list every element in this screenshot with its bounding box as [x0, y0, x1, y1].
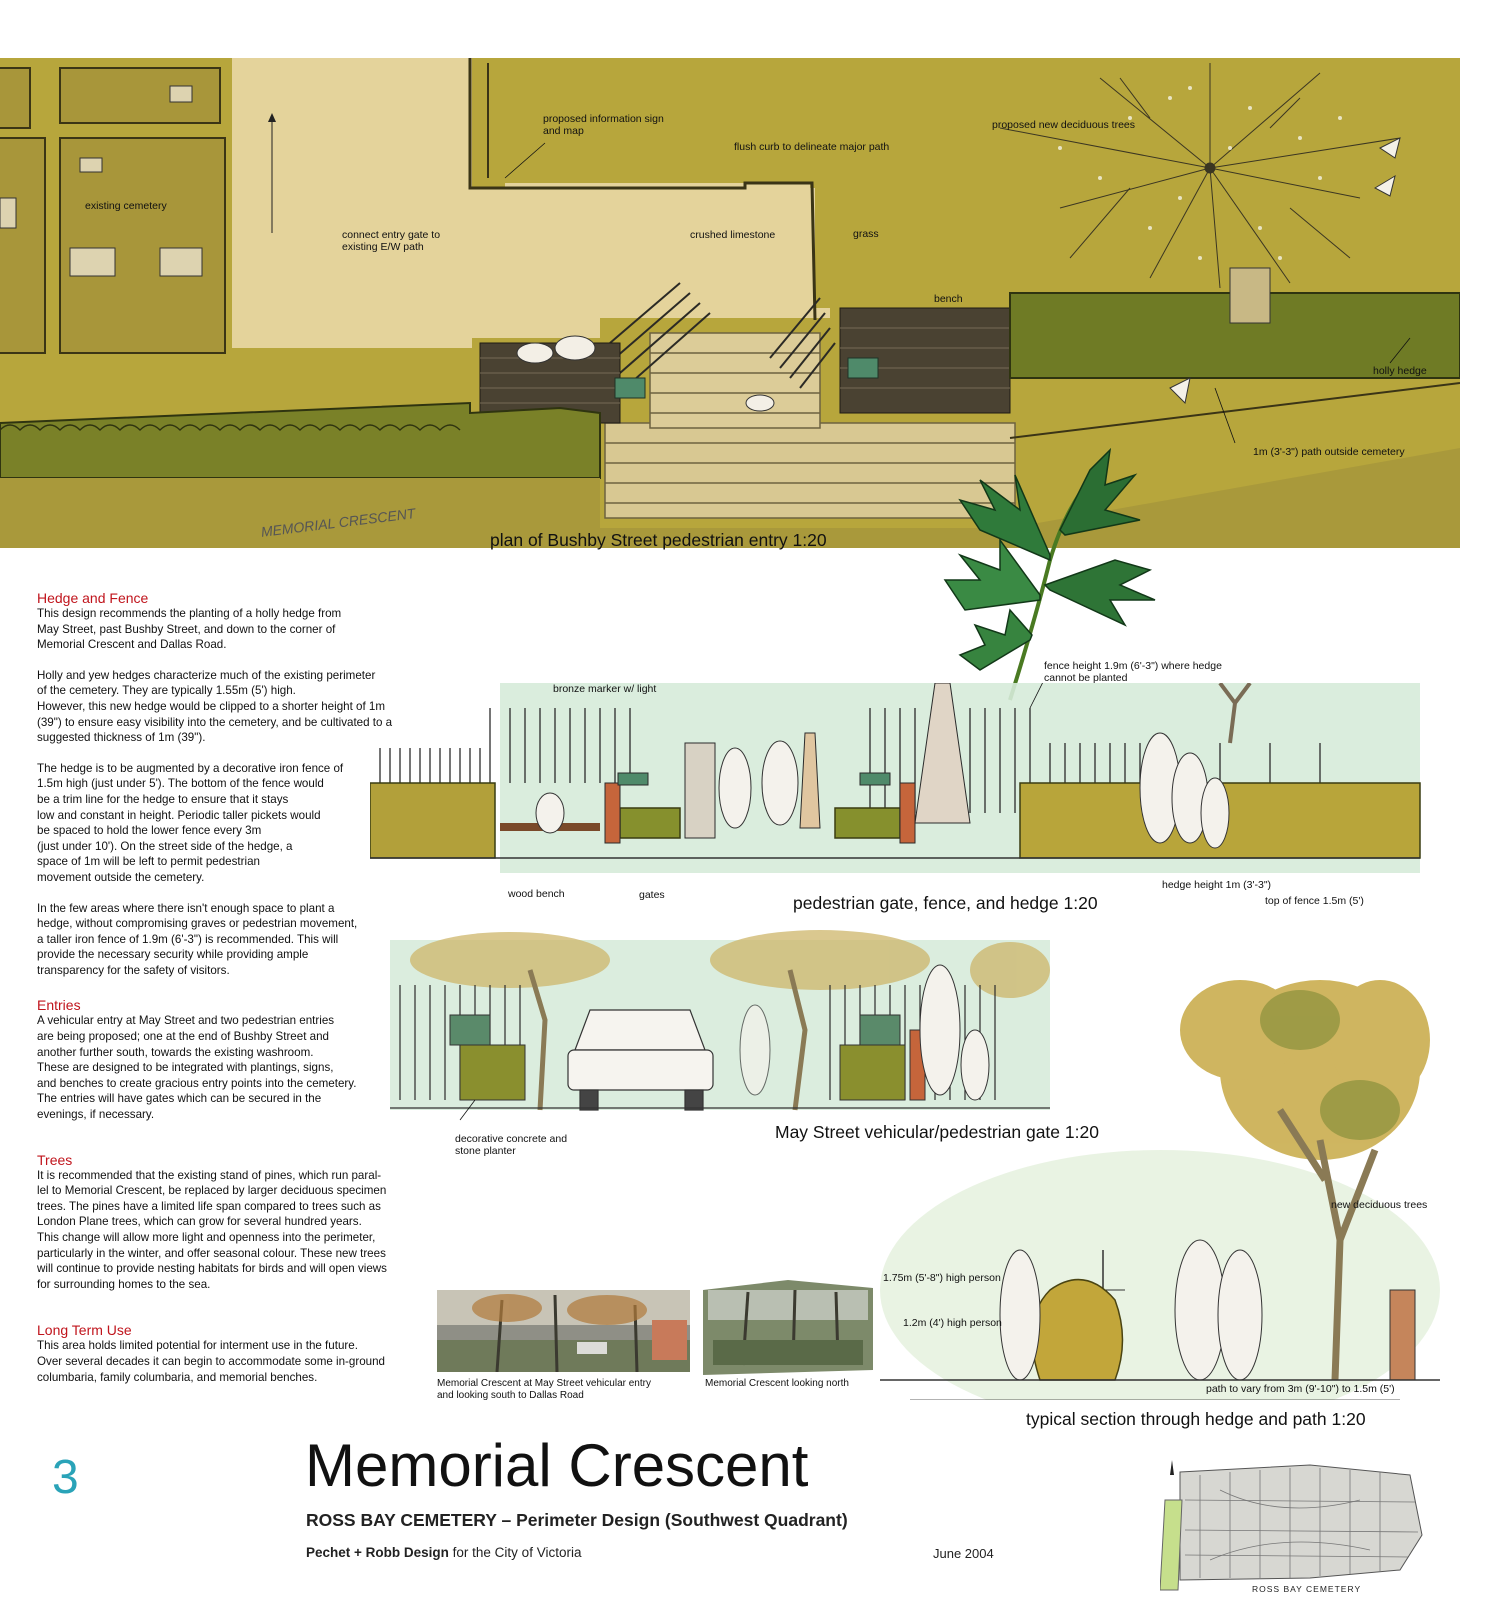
paragraph: Holly and yew hedges characterize much of the existing perimeter of the cemetery. They are typically 1.55m (5') high. However, this new hedge would be clipped to a shorter height of 1m (39") to ensure easy visibility into the cemetery, and be cultivated to a suggested thickness of 1m (39"). [37, 668, 393, 745]
elevation1-caption: pedestrian gate, fence, and hedge 1:20 [793, 893, 1098, 913]
label-grass: grass [853, 228, 879, 240]
gate-fence-hedge-elevation [370, 683, 1430, 883]
photo1-caption: Memorial Crescent at May Street vehicular entry and looking south to Dallas Road [437, 1378, 651, 1401]
section-caption: typical section through hedge and path 1:20 [1026, 1409, 1366, 1429]
label-holly-hedge: holly hedge [1373, 365, 1427, 377]
sheet-number: 3 [52, 1451, 79, 1504]
page-title: Memorial Crescent [305, 1432, 809, 1499]
heading-trees: Trees [37, 1151, 73, 1168]
label-bench: bench [934, 293, 963, 305]
label-person-12: 1.2m (4') high person [903, 1317, 1002, 1329]
paragraph: The hedge is to be augmented by a decorative iron fence of 1.5m high (just under 5'). The bottom of the fence would be a trim line for the hedge to ensure that it stays low and constant in height. Periodic taller pickets would be spaced to hold the lower fence every 3m (just under 10'). On the street side of the hedge, a space of 1m will be left to permit pedestrian movement outside the cemetery. [37, 761, 344, 884]
paragraph: This design recommends the planting of a holly hedge from May Street, past Bushby Street, and down to the corner of Memorial Crescent and Dallas Road. [37, 607, 342, 652]
label-person-175: 1.75m (5'-8") high person [883, 1272, 1001, 1284]
section-hedge-fence [37, 590, 442, 978]
label-outside-path: 1m (3'-3") path outside cemetery [1253, 446, 1405, 458]
label-hedge-height: hedge height 1m (3'-3") [1162, 879, 1272, 891]
section-entries [37, 997, 442, 1122]
label-flush-curb: flush curb to delineate major path [734, 141, 890, 153]
street-label: MEMORIAL CRESCENT [260, 505, 417, 540]
label-path-vary: path to vary from 3m (9'-10") to 1.5m (5') [1206, 1383, 1395, 1395]
label-existing-cemetery: existing cemetery [85, 200, 167, 212]
section-trees [37, 1152, 442, 1293]
label-gates: gates [639, 889, 665, 901]
paragraph: A vehicular entry at May Street and two pedestrian entries are being proposed; one at the end of Bushby Street and another further south, towards the existing washroom. These are designed to be integrated with plantings, signs, and benches to create gracious entry points into the cemetery. The entries will have gates which can be secured in the evenings, if necessary. [37, 1014, 357, 1122]
photo-looking-north [703, 1280, 873, 1375]
section-long-term-use [37, 1322, 442, 1385]
paragraph: In the few areas where there isn't enough space to plant a hedge, without compromising graves or pedestrian movement, a taller iron fence of 1.9m (6'-3") is recommended. This will provide the necessary security while providing ample transparency for the safety of visitors. [37, 901, 358, 977]
paragraph: It is recommended that the existing stand of pines, which run paral- lel to Memorial Crescent, be replaced by larger deciduous specimen trees. The pines have a limited life span compared to trees such as London Plane trees, which can grow for several hundred years. This change will allow more light and openness into the perimeter, particularly in the winter, and offer seasonal colour. These new trees will continue to provide nesting habitats for birds and will open views for surrounding homes to the sea. [37, 1168, 387, 1291]
site-plan-drawing [0, 58, 1460, 548]
client-name: for the City of Victoria [448, 1545, 582, 1560]
heading-long-term-use: Long Term Use [37, 1322, 132, 1339]
label-info-sign: proposed information sign and map [543, 113, 664, 137]
label-bronze-marker: bronze marker w/ light [553, 683, 657, 695]
label-planter: decorative concrete and stone planter [455, 1133, 568, 1157]
plan-caption: plan of Bushby Street pedestrian entry 1:20 [490, 530, 827, 550]
hedge-path-section [880, 960, 1440, 1400]
cemetery-map-illustration [1160, 1460, 1430, 1600]
photo-may-street [437, 1290, 690, 1372]
elevation2-caption: May Street vehicular/pedestrian gate 1:20 [775, 1122, 1099, 1142]
paragraph: This area holds limited potential for interment use in the future. Over several decades it can begin to accommodate some in-ground columbaria, family columbaria, and memorial benches. [37, 1339, 385, 1384]
label-connect-gate: connect entry gate to existing E/W path [342, 229, 441, 253]
label-wood-bench: wood bench [508, 888, 565, 900]
label-fence-height: fence height 1.9m (6'-3") where hedge cannot be planted [1044, 660, 1222, 684]
site-location-map [1160, 1460, 1430, 1600]
date: June 2004 [933, 1546, 994, 1561]
page-subtitle: ROSS BAY CEMETERY – Perimeter Design (Southwest Quadrant) [306, 1510, 848, 1530]
map-label: ROSS BAY CEMETERY [1252, 1584, 1362, 1594]
firm-name: Pechet + Robb Design [306, 1545, 449, 1560]
credits [306, 1545, 581, 1560]
label-top-of-fence: top of fence 1.5m (5') [1265, 895, 1364, 907]
label-crushed-limestone: crushed limestone [690, 229, 776, 241]
label-new-trees: proposed new deciduous trees [992, 119, 1136, 131]
site-plan-illustration [0, 58, 1460, 548]
photo2-caption: Memorial Crescent looking north [705, 1378, 849, 1389]
text-column [37, 590, 442, 1400]
heading-entries: Entries [37, 997, 81, 1014]
label-section-new-trees: new deciduous trees [1331, 1199, 1428, 1211]
heading-hedge-fence: Hedge and Fence [37, 590, 149, 606]
